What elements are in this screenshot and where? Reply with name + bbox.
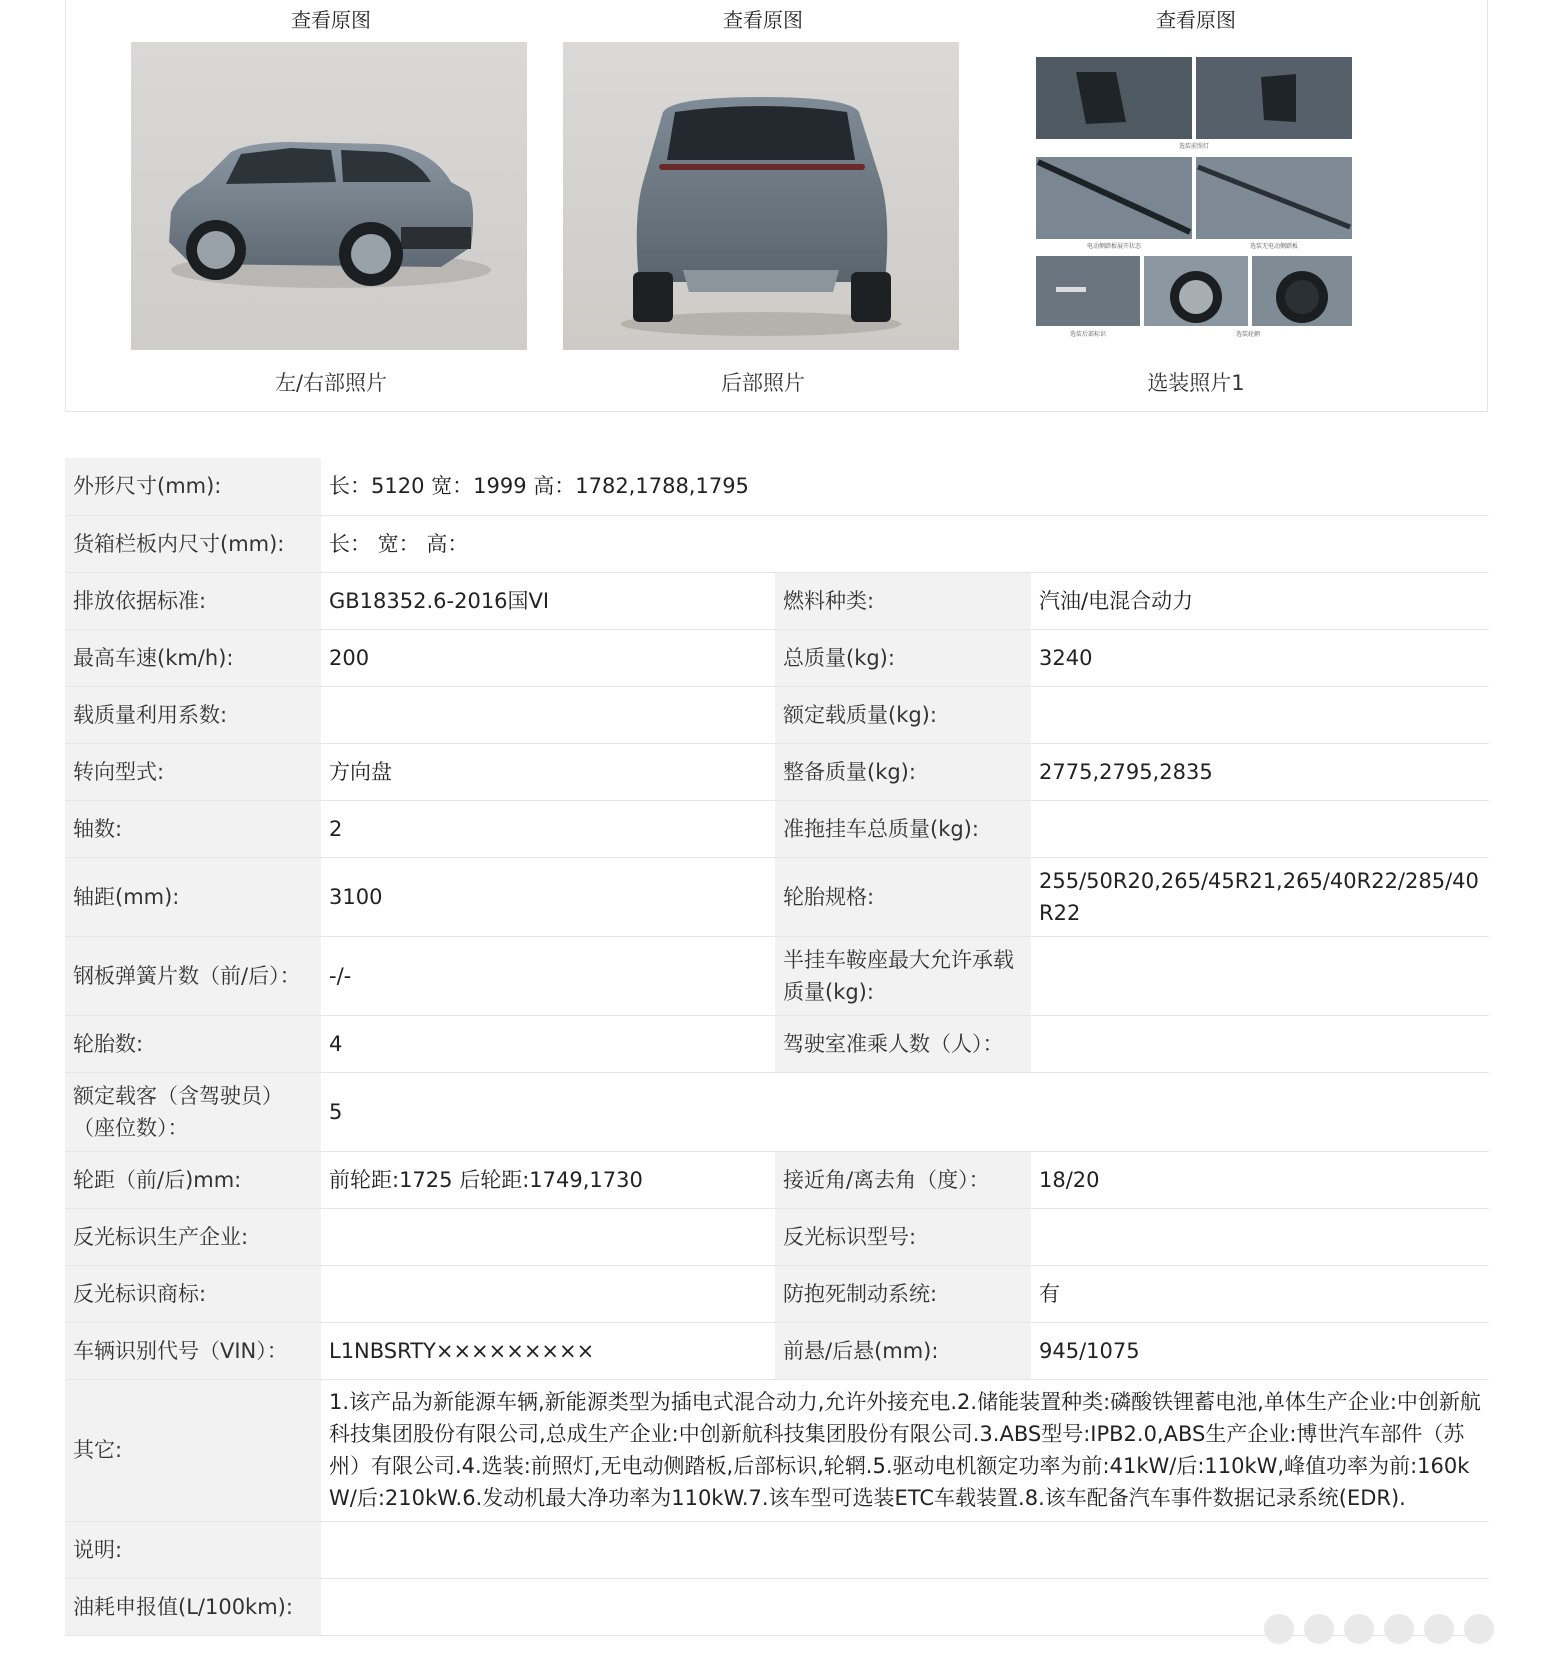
fuel-consumption-label: 油耗申报值(L/100km): [65, 1578, 321, 1635]
spec-row [65, 1208, 1489, 1265]
reflector-model-label: 反光标识型号: [775, 1208, 1031, 1265]
option-label-rims: 选装轮辋 [1235, 331, 1261, 338]
spec-row [65, 458, 1489, 515]
emission-standard-value: GB18352.6-2016国VI [321, 572, 775, 629]
fuel-type-label: 燃料种类: [775, 572, 1031, 629]
option-label-rear-badge: 选装后部标识 [1069, 331, 1107, 338]
fuel-type-value: 汽油/电混合动力 [1031, 572, 1489, 629]
photo-rear-column [563, 0, 963, 412]
reflector-model-value [1031, 1208, 1489, 1265]
photo-side-column [131, 0, 531, 412]
tire-spec-label: 轮胎规格: [775, 857, 1031, 936]
side-photo[interactable] [131, 42, 527, 350]
dimensions-label: 外形尺寸(mm): [65, 458, 321, 515]
leaf-spring-value: -/- [321, 936, 775, 1015]
axle-count-value: 2 [321, 800, 775, 857]
saddle-load-value [1031, 936, 1489, 1015]
spec-row [65, 1379, 1489, 1521]
trailer-mass-label: 准拖挂车总质量(kg): [775, 800, 1031, 857]
curb-weight-label: 整备质量(kg): [775, 743, 1031, 800]
view-original-link[interactable]: 查看原图 [291, 8, 371, 32]
wheelbase-label: 轴距(mm): [65, 857, 321, 936]
total-mass-value: 3240 [1031, 629, 1489, 686]
option-label-step-deployed: 电动侧踏板展开状态 [1086, 243, 1142, 250]
axle-count-label: 轴数: [65, 800, 321, 857]
view-original-link[interactable]: 查看原图 [723, 8, 803, 32]
watermark [1264, 1608, 1524, 1648]
note-label: 说明: [65, 1521, 321, 1578]
other-value: 1.该产品为新能源车辆,新能源类型为插电式混合动力,允许外接充电.2.储能装置种类:磷酸铁锂蓄电池,单体生产企业:中创新航科技集团股份有限公司,总成生产企业:中创新航科技集团股份有限公司.3.ABS型号:IPB2.0,ABS生产企业:博世汽车部件（苏州）有限公司.4.选装:前照灯,无电动侧踏板,后部标识,轮辋.5.驱动电机额定功率为前:41kW/后:110kW,峰值功率为前:160kW/后:210kW.6.发动机最大净功率为110kW.7.该车型可选装ETC车载装置.8.该车配备汽车事件数据记录系统(EDR). [321, 1379, 1489, 1521]
spec-row [65, 1322, 1489, 1379]
vehicle-spec-table [65, 458, 1489, 1636]
cab-occupants-label: 驾驶室准乘人数（人）： [775, 1015, 1031, 1072]
note-value [321, 1521, 1489, 1578]
approach-departure-label: 接近角/离去角（度）： [775, 1151, 1031, 1208]
vin-label: 车辆识别代号（VIN）： [65, 1322, 321, 1379]
reflector-maker-value [321, 1208, 775, 1265]
rated-load-label: 额定载质量(kg): [775, 686, 1031, 743]
spec-row [65, 857, 1489, 936]
track-width-label: 轮距（前/后)mm: [65, 1151, 321, 1208]
tire-spec-value: 255/50R20,265/45R21,265/40R22/285/40R22 [1031, 857, 1489, 936]
seat-count-label: 额定载客（含驾驶员）（座位数）： [65, 1072, 321, 1151]
view-original-link[interactable]: 查看原图 [1156, 8, 1236, 32]
steering-value: 方向盘 [321, 743, 775, 800]
steering-label: 转向型式: [65, 743, 321, 800]
overhang-value: 945/1075 [1031, 1322, 1489, 1379]
leaf-spring-label: 钢板弹簧片数（前/后）： [65, 936, 321, 1015]
vin-value: L1NBSRTY××××××××× [321, 1322, 775, 1379]
photo-gallery [65, 0, 1488, 412]
load-coefficient-label: 载质量利用系数: [65, 686, 321, 743]
other-label: 其它: [65, 1379, 321, 1521]
approach-departure-value: 18/20 [1031, 1151, 1489, 1208]
trailer-mass-value [1031, 800, 1489, 857]
spec-row [65, 800, 1489, 857]
max-speed-label: 最高车速(km/h): [65, 629, 321, 686]
saddle-load-label: 半挂车鞍座最大允许承载质量(kg): [775, 936, 1031, 1015]
option-label-headlamp: 选装前照灯 [1178, 143, 1210, 150]
reflector-brand-value [321, 1265, 775, 1322]
seat-count-value: 5 [321, 1072, 1489, 1151]
max-speed-value: 200 [321, 629, 775, 686]
spec-row [65, 1015, 1489, 1072]
wheelbase-value: 3100 [321, 857, 775, 936]
spec-row [65, 572, 1489, 629]
abs-label: 防抱死制动系统: [775, 1265, 1031, 1322]
rear-photo[interactable] [563, 42, 959, 350]
spec-row [65, 743, 1489, 800]
photo-options-column [996, 0, 1396, 412]
cargo-dimensions-label: 货箱栏板内尺寸(mm): [65, 515, 321, 572]
reflector-brand-label: 反光标识商标: [65, 1265, 321, 1322]
cab-occupants-value [1031, 1015, 1489, 1072]
tire-count-value: 4 [321, 1015, 775, 1072]
spec-row [65, 515, 1489, 572]
options-photo[interactable] [996, 42, 1392, 350]
reflector-maker-label: 反光标识生产企业: [65, 1208, 321, 1265]
spec-row [65, 1072, 1489, 1151]
overhang-label: 前悬/后悬(mm): [775, 1322, 1031, 1379]
photo-caption: 选装照片1 [1147, 371, 1245, 395]
spec-row [65, 629, 1489, 686]
photo-caption: 后部照片 [721, 371, 805, 395]
spec-row [65, 1265, 1489, 1322]
option-label-no-step: 选装无电动侧踏板 [1249, 243, 1299, 250]
load-coefficient-value [321, 686, 775, 743]
abs-value: 有 [1031, 1265, 1489, 1322]
photo-caption: 左/右部照片 [274, 371, 388, 395]
curb-weight-value: 2775,2795,2835 [1031, 743, 1489, 800]
dimensions-value: 长：5120 宽：1999 高：1782,1788,1795 [321, 458, 1489, 515]
spec-row [65, 936, 1489, 1015]
spec-row [65, 1151, 1489, 1208]
spec-row [65, 1521, 1489, 1578]
spec-row [65, 686, 1489, 743]
emission-standard-label: 排放依据标准: [65, 572, 321, 629]
cargo-dimensions-value: 长： 宽： 高： [321, 515, 1489, 572]
tire-count-label: 轮胎数: [65, 1015, 321, 1072]
rated-load-value [1031, 686, 1489, 743]
total-mass-label: 总质量(kg): [775, 629, 1031, 686]
track-width-value: 前轮距:1725 后轮距:1749,1730 [321, 1151, 775, 1208]
